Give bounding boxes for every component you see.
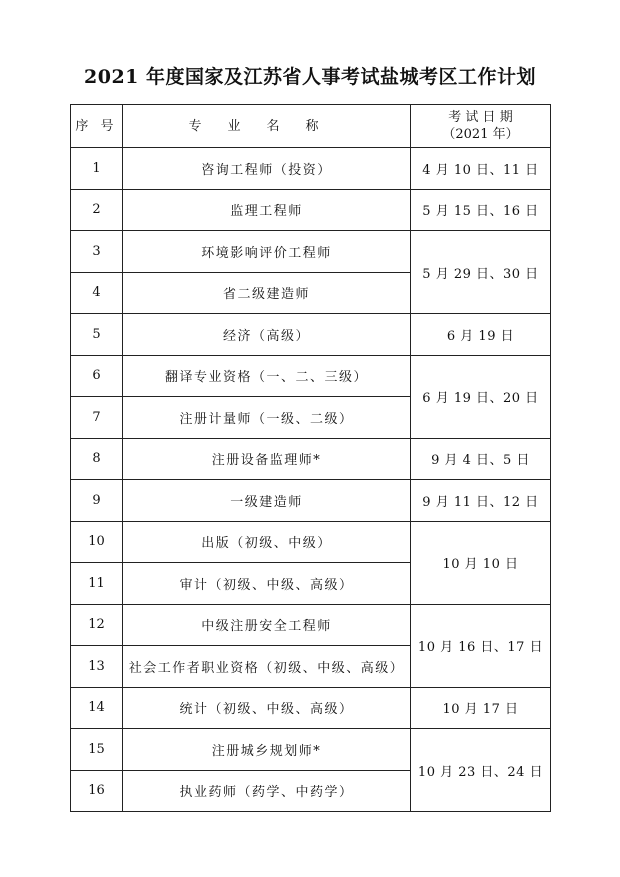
header-specialty-name: 专业名称 [123,105,411,148]
table-row [71,148,551,190]
header-serial-number: 序 号 [71,105,123,148]
row-number: 5 [71,314,123,356]
row-number: 3 [71,231,123,273]
table-row [71,521,551,563]
row-number: 2 [71,189,123,231]
row-exam-date: 10 月 17 日 [411,687,551,729]
row-number: 10 [71,521,123,563]
row-specialty: 监理工程师 [123,189,411,231]
table-header-row [71,105,551,148]
header-exam-date-line1: 考 试 日 期 [448,110,513,125]
row-number: 6 [71,355,123,397]
table-row [71,729,551,771]
row-specialty: 注册城乡规划师* [123,729,411,771]
row-exam-date: 5 月 15 日、16 日 [411,189,551,231]
table-row [71,438,551,480]
row-number: 16 [71,770,123,812]
row-number: 8 [71,438,123,480]
row-number: 1 [71,148,123,190]
row-specialty: 执业药师（药学、中药学） [123,770,411,812]
table-row [71,314,551,356]
table-row [71,189,551,231]
table-row [71,604,551,646]
row-specialty: 注册计量师（一级、二级） [123,397,411,439]
row-exam-date: 9 月 4 日、5 日 [411,438,551,480]
row-exam-date: 4 月 10 日、11 日 [411,148,551,190]
row-exam-date: 10 月 10 日 [411,521,551,604]
header-exam-date-line2: （2021 年） [442,127,519,142]
row-specialty: 咨询工程师（投资） [123,148,411,190]
row-specialty: 审计（初级、中级、高级） [123,563,411,605]
row-number: 9 [71,480,123,522]
row-exam-date: 6 月 19 日、20 日 [411,355,551,438]
row-specialty: 中级注册安全工程师 [123,604,411,646]
row-number: 14 [71,687,123,729]
row-number: 12 [71,604,123,646]
row-specialty: 省二级建造师 [123,272,411,314]
row-specialty: 出版（初级、中级） [123,521,411,563]
row-number: 13 [71,646,123,688]
header-exam-date [411,105,551,148]
page-title: 2021 年度国家及江苏省人事考试盐城考区工作计划 [84,66,536,88]
row-specialty: 环境影响评价工程师 [123,231,411,273]
row-specialty: 经济（高级） [123,314,411,356]
row-specialty: 社会工作者职业资格（初级、中级、高级） [123,646,411,688]
table-row [71,687,551,729]
row-exam-date: 6 月 19 日 [411,314,551,356]
row-number: 4 [71,272,123,314]
table-row [71,231,551,273]
table-row [71,480,551,522]
row-specialty: 注册设备监理师* [123,438,411,480]
row-specialty: 统计（初级、中级、高级） [123,687,411,729]
row-number: 11 [71,563,123,605]
row-exam-date: 9 月 11 日、12 日 [411,480,551,522]
table-row [71,355,551,397]
row-exam-date: 10 月 16 日、17 日 [411,604,551,687]
row-number: 7 [71,397,123,439]
row-number: 15 [71,729,123,771]
row-exam-date: 10 月 23 日、24 日 [411,729,551,812]
row-exam-date: 5 月 29 日、30 日 [411,231,551,314]
row-specialty: 翻译专业资格（一、二、三级） [123,355,411,397]
exam-schedule-table [70,104,551,812]
row-specialty: 一级建造师 [123,480,411,522]
